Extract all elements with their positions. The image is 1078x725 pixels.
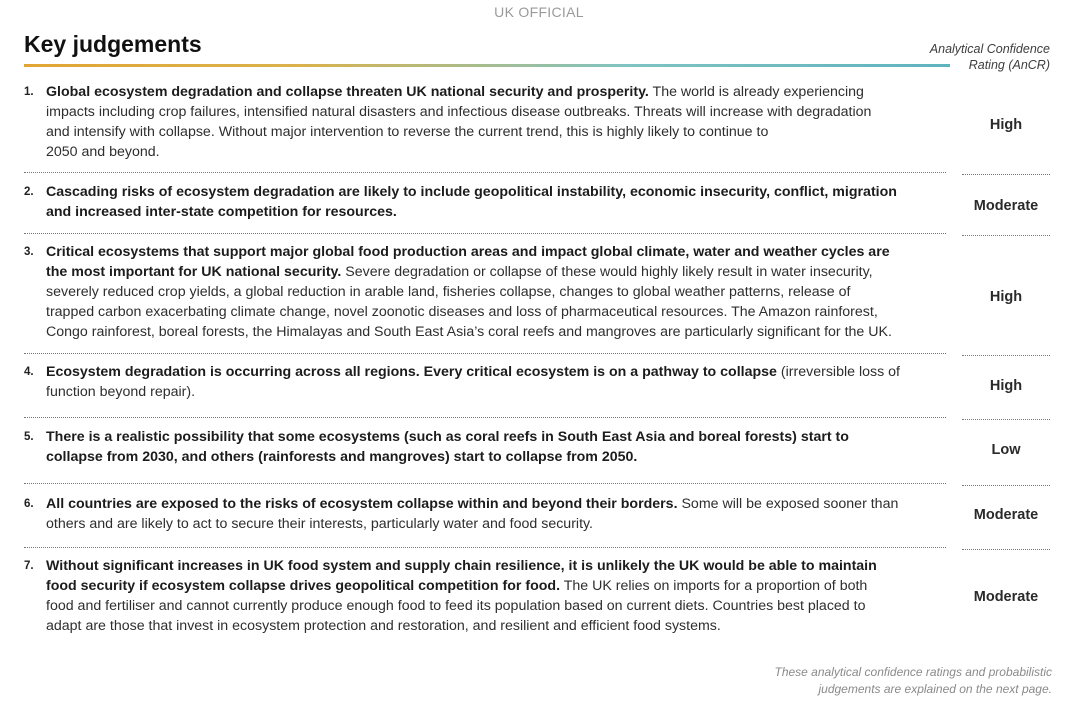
row-divider xyxy=(24,547,946,548)
judgement-number: 3. xyxy=(24,246,34,258)
judgement-body-line: (irreversible loss of xyxy=(780,364,900,380)
judgement-body-line: Some will be exposed sooner than xyxy=(681,496,899,512)
judgement-body-line: Severe degradation or collapse of these would highly likely result in water insecurity, xyxy=(345,264,873,280)
judgement-number: 5. xyxy=(24,431,34,443)
judgement-body-line: impacts including crop failures, intensified natural disasters and infectious disease outbreaks. Threats will increase with degradation xyxy=(46,104,872,120)
row-divider xyxy=(24,233,946,234)
confidence-rating: Moderate xyxy=(973,589,1039,605)
judgement-body-line: severely reduced crop yields, a global reduction in arable land, fisheries collapse, changes to global weather patterns, release of xyxy=(46,284,851,300)
rating-divider xyxy=(962,549,1050,550)
rating-divider xyxy=(962,355,1050,356)
row-divider xyxy=(24,172,946,173)
rating-divider xyxy=(962,235,1050,236)
judgement-body-line: adapt are those that invest in ecosystem protection and restoration, and resilient and efficient food systems. xyxy=(46,618,721,634)
ancr-header-line: Analytical Confidence xyxy=(929,42,1050,56)
rating-divider xyxy=(962,174,1050,175)
row-divider xyxy=(24,417,946,418)
rating-divider xyxy=(962,485,1050,486)
judgement-body-line: 2050 and beyond. xyxy=(46,144,160,160)
judgement-body-line: Congo rainforest, boreal forests, the Himalayas and South East Asia’s coral reefs and mangroves are particularly significant for the UK. xyxy=(46,324,892,340)
footnote xyxy=(632,664,1052,698)
judgement-number: 7. xyxy=(24,560,34,572)
judgement-bold-text: Ecosystem degradation is occurring across all regions. Every critical ecosystem is on a pathway to collapse xyxy=(46,364,777,380)
judgement-bold-text: and increased inter-state competition for resources. xyxy=(46,204,397,220)
confidence-rating: High xyxy=(989,117,1023,133)
judgement-bold-text: There is a realistic possibility that some ecosystems (such as coral reefs in South East Asia and boreal forests) start to xyxy=(46,429,849,445)
footnote-line: These analytical confidence ratings and probabilistic xyxy=(774,665,1052,679)
judgement-bold-text: collapse from 2030, and others (rainforests and mangroves) start to collapse from 2050. xyxy=(46,449,638,465)
footnote-line: judgements are explained on the next page. xyxy=(818,682,1052,696)
judgement-body-line: food and fertiliser and cannot currently produce enough food to feed its population based on current diets. Countries best placed to xyxy=(46,598,866,614)
judgement-text xyxy=(46,556,976,636)
judgement-body-line: The UK relies on imports for a proportion of both xyxy=(563,578,868,594)
judgement-bold-text: Without significant increases in UK food system and supply chain resilience, it is unlikely the UK would be able to maintain xyxy=(46,558,877,574)
judgement-text xyxy=(46,362,976,402)
judgement-body-line: trapped carbon exacerbating climate change, novel zoonotic diseases and loss of pharmaceutical resources. The Amazon rainforest, xyxy=(46,304,878,320)
judgement-body-line: others and are likely to act to secure their interests, particularly water and food security. xyxy=(46,516,594,532)
judgement-bold-text: Critical ecosystems that support major global food production areas and impact global climate, water and weather cycles are xyxy=(46,244,890,260)
judgement-number: 4. xyxy=(24,366,34,378)
ancr-header-line: Rating (AnCR) xyxy=(968,58,1050,72)
judgement-number: 1. xyxy=(24,86,34,98)
confidence-rating: Moderate xyxy=(973,507,1039,523)
judgement-number: 2. xyxy=(24,186,34,198)
rating-divider xyxy=(962,419,1050,420)
confidence-rating: Moderate xyxy=(973,198,1039,214)
judgement-number: 6. xyxy=(24,498,34,510)
judgement-bold-text: the most important for UK national security. xyxy=(46,264,342,280)
judgement-text xyxy=(46,494,976,534)
confidence-rating: High xyxy=(989,289,1023,305)
confidence-rating: Low xyxy=(991,442,1021,458)
judgement-body-line: function beyond repair). xyxy=(46,384,196,400)
judgement-text xyxy=(46,242,976,342)
judgement-bold-text: All countries are exposed to the risks of ecosystem collapse within and beyond their borders. xyxy=(46,496,678,512)
confidence-rating: High xyxy=(989,378,1023,394)
judgement-bold-text: food security if ecosystem collapse drives geopolitical competition for food. xyxy=(46,578,561,594)
judgement-text xyxy=(46,427,976,467)
judgement-text xyxy=(46,182,976,222)
judgement-bold-text: Cascading risks of ecosystem degradation are likely to include geopolitical instability, economic insecurity, conflict, migration xyxy=(46,184,897,200)
judgement-body-line: and intensify with collapse. Without major intervention to reverse the current trend, this is highly likely to continue to xyxy=(46,124,769,140)
row-divider xyxy=(24,483,946,484)
row-divider xyxy=(24,353,946,354)
classification-label: UK OFFICIAL xyxy=(494,4,584,20)
judgement-text xyxy=(46,82,976,162)
judgement-bold-text: Global ecosystem degradation and collapse threaten UK national security and prosperity. xyxy=(46,84,649,100)
judgement-body-line: The world is already experiencing xyxy=(652,84,864,100)
page-title: Key judgements xyxy=(24,31,202,57)
